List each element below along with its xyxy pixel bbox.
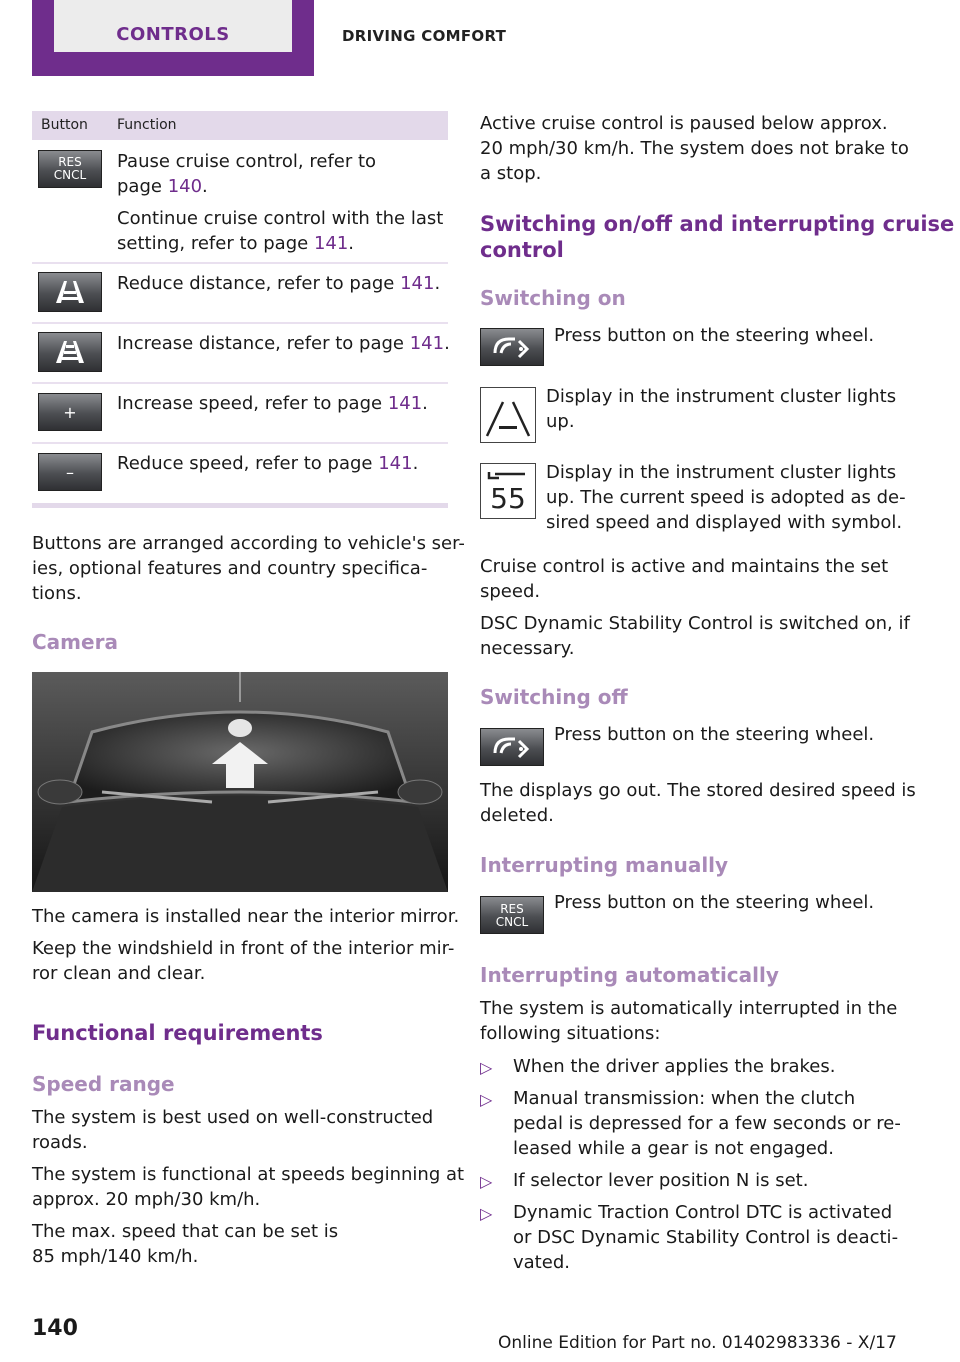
switching-on-heading: Switching on <box>480 286 626 310</box>
text-line: necessary. <box>480 638 575 659</box>
row1-text4: setting, refer to page <box>117 233 314 254</box>
page-link[interactable]: 141 <box>400 273 435 294</box>
text-line: vated. <box>513 1252 570 1273</box>
row5-text: Reduce speed, refer to page <box>117 453 379 474</box>
plus-button-icon <box>38 393 102 431</box>
functional-requirements-heading: Functional requirements <box>32 1021 323 1045</box>
display-speed-text <box>546 460 906 535</box>
period: . <box>412 453 419 474</box>
text-line: The system is functional at speeds beginning at <box>32 1164 465 1185</box>
header-tab-controls[interactable] <box>32 0 314 76</box>
reduce-distance-button-icon <box>38 272 102 312</box>
interrupting-automatically-heading: Interrupting automatically <box>480 963 779 987</box>
row4-text: Increase speed, refer to page <box>117 393 388 414</box>
car-windshield-image <box>32 672 448 892</box>
minus-button-icon <box>38 453 102 491</box>
text-line: DSC Dynamic Stability Control is switched on, if <box>480 613 910 634</box>
text-line: Manual transmission: when the clutch <box>513 1088 856 1109</box>
road-icon <box>481 388 535 442</box>
row-divider <box>32 322 448 324</box>
cruise-control-button-icon <box>480 728 544 766</box>
auto-text <box>480 996 897 1046</box>
speed-range-text <box>32 1105 433 1155</box>
page-link[interactable]: 141 <box>387 393 423 414</box>
speed-range-text <box>32 1162 464 1212</box>
text-line: The max. speed that can be set is <box>32 1221 339 1242</box>
row1-text: Pause cruise control, refer to <box>117 151 377 172</box>
page-link[interactable]: 140 <box>167 176 203 197</box>
table-row <box>117 271 440 296</box>
road-display-icon <box>480 387 536 443</box>
col-function-header: Function <box>117 117 177 133</box>
text-line: The displays go out. The stored desired speed is <box>480 780 916 801</box>
distance-icon <box>50 338 90 366</box>
row3-text: Increase distance, refer to page <box>117 333 410 354</box>
cruise-control-button-icon <box>480 328 544 366</box>
row-divider <box>32 382 448 384</box>
list-item <box>513 1086 901 1161</box>
bullet-icon: ▷ <box>480 1204 493 1223</box>
interrupting-manually-heading: Interrupting manually <box>480 853 729 877</box>
camera-text <box>32 904 459 929</box>
list-item <box>513 1200 898 1275</box>
bullet-icon: ▷ <box>480 1090 493 1109</box>
plus-icon: + <box>63 402 77 422</box>
increase-distance-button-icon <box>38 332 102 372</box>
row1-text3: Continue cruise control with the last <box>117 208 444 229</box>
res-cncl-button-icon <box>480 896 544 934</box>
res-cncl-label: RES CNCL <box>495 902 529 929</box>
period: . <box>202 176 208 197</box>
text-line: speed. <box>480 581 541 602</box>
text-line: 20 mph/30 km/h. The system does not brake to <box>480 138 909 159</box>
list-item: When the driver applies the brakes. <box>513 1056 836 1077</box>
text-line: Active cruise control is paused below approx. <box>480 113 888 134</box>
text-line: deleted. <box>480 805 554 826</box>
bullet-icon: ▷ <box>480 1058 493 1077</box>
page-number: 140 <box>32 1316 78 1341</box>
text-line: pedal is depressed for a few seconds or re- <box>513 1113 901 1134</box>
table-end-rule <box>32 503 448 508</box>
displays-out-text <box>480 778 916 828</box>
text-line: up. The current speed is adopted as de- <box>546 487 906 508</box>
speed-range-text <box>32 1219 338 1269</box>
text-line: The system is best used on well-constructed <box>32 1107 434 1128</box>
res-cncl-button-icon <box>38 150 102 188</box>
text-line: approx. 20 mph/30 km/h. <box>32 1189 261 1210</box>
text-line: Keep the windshield in front of the interior mir- <box>32 938 455 959</box>
text-line: a stop. <box>480 163 542 184</box>
period: . <box>444 333 450 354</box>
row2-text: Reduce distance, refer to page <box>117 273 401 294</box>
camera-text <box>32 936 454 986</box>
list-item: If selector lever position N is set. <box>513 1170 809 1191</box>
table-row <box>117 391 428 416</box>
page-link[interactable]: 141 <box>378 453 413 474</box>
paused-text <box>480 111 909 186</box>
speedometer-icon <box>481 729 543 765</box>
page-link[interactable]: 141 <box>409 333 445 354</box>
speed-range-heading: Speed range <box>32 1072 175 1096</box>
section-title: DRIVING COMFORT <box>342 27 507 45</box>
text-line: 85 mph/140 km/h. <box>32 1246 199 1267</box>
text-line: ies, optional features and country specifica- <box>32 558 428 579</box>
period: . <box>434 273 441 294</box>
period: . <box>422 393 428 414</box>
speed-display-icon <box>480 463 536 519</box>
table-row <box>117 451 418 476</box>
press-button-text: Press button on the steering wheel. <box>554 892 875 913</box>
bullet-icon: ▷ <box>480 1172 493 1191</box>
row1-text2: page <box>117 176 168 197</box>
col-button-header: Button <box>41 117 88 133</box>
speed-value: 55 <box>490 482 526 515</box>
row-divider <box>32 442 448 444</box>
tab-label: CONTROLS <box>116 24 230 45</box>
camera-heading: Camera <box>32 630 118 654</box>
heading-line: control <box>480 238 564 262</box>
text-line: leased while a gear is not engaged. <box>513 1138 834 1159</box>
button-arrangement-note <box>32 531 465 606</box>
heading-line: Switching on/off and interrupting cruise <box>480 212 955 236</box>
text-line: The system is automatically interrupted in the <box>480 998 898 1019</box>
text-line: The camera is installed near the interior mirror. <box>32 906 460 927</box>
period: . <box>348 233 355 254</box>
camera-illustration <box>32 672 448 892</box>
text-line: Buttons are arranged according to vehicle's ser- <box>32 533 465 554</box>
cncl-text: CNCL <box>53 168 87 182</box>
table-row-cont <box>117 206 443 256</box>
text-line: following situations: <box>480 1023 661 1044</box>
press-button-text: Press button on the steering wheel. <box>554 724 875 745</box>
text-line: up. <box>546 411 575 432</box>
active-text <box>480 554 888 604</box>
switching-heading <box>480 211 954 263</box>
text-line: Cruise control is active and maintains the set <box>480 556 889 577</box>
table-header <box>32 111 448 140</box>
press-button-text: Press button on the steering wheel. <box>554 325 875 346</box>
text-line: sired speed and displayed with symbol. <box>546 512 903 533</box>
edition-footer: Online Edition for Part no. 01402983336 - X/17 <box>498 1333 897 1353</box>
speedometer-icon <box>481 329 543 365</box>
text-line: Dynamic Traction Control DTC is activated <box>513 1202 893 1223</box>
res-text: RES <box>58 155 82 169</box>
table-row <box>117 331 450 356</box>
distance-icon <box>50 278 90 306</box>
switching-off-heading: Switching off <box>480 685 628 709</box>
text-line: or DSC Dynamic Stability Control is deacti- <box>513 1227 899 1248</box>
display-lights-text <box>546 384 896 434</box>
dsc-text <box>480 611 910 661</box>
text-line: roads. <box>32 1132 88 1153</box>
text-line: tions. <box>32 583 82 604</box>
table-row <box>117 149 376 199</box>
page-link[interactable]: 141 <box>313 233 349 254</box>
text-line: Display in the instrument cluster lights <box>546 386 897 407</box>
row-divider <box>32 262 448 264</box>
text-line: Display in the instrument cluster lights <box>546 462 897 483</box>
text-line: ror clean and clear. <box>32 963 206 984</box>
minus-icon: – <box>66 462 74 482</box>
